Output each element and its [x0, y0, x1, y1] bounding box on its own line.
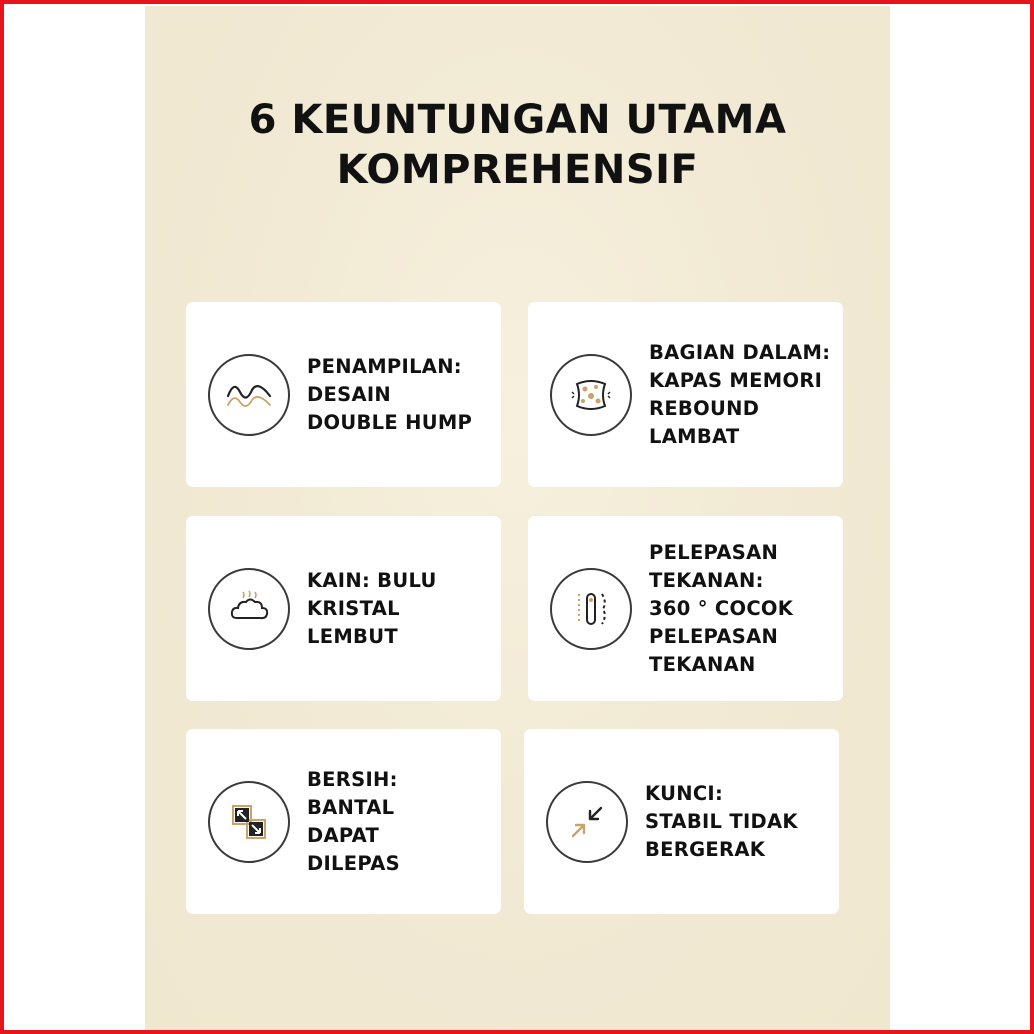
feature-card-appearance: [186, 302, 501, 487]
feature-card-pressure: [528, 516, 843, 701]
title-line-2: KOMPREHENSIF: [336, 147, 699, 193]
feature-label: KAIN: BULU KRISTAL LEMBUT: [307, 568, 437, 648]
page-title: [145, 95, 890, 195]
feature-label: KUNCI: STABIL TIDAK BERGERAK: [645, 781, 798, 861]
feature-label: PENAMPILAN: DESAIN DOUBLE HUMP: [307, 354, 473, 434]
feature-label: BAGIAN DALAM: KAPAS MEMORI REBOUND LAMBAT: [649, 340, 831, 448]
title-line-1: 6 KEUNTUNGAN UTAMA: [248, 97, 787, 143]
lock-arrows-icon: [546, 781, 628, 863]
feature-card-interior: [528, 302, 843, 487]
soft-cloud-icon: [208, 568, 290, 650]
feature-card-fabric: [186, 516, 501, 701]
feature-card-lock: [524, 729, 839, 914]
feature-label: PELEPASAN TEKANAN: 360 ° COCOK PELEPASAN TEKANAN: [649, 540, 794, 676]
memory-foam-icon: [550, 354, 632, 436]
feature-card-clean: [186, 729, 501, 914]
feature-label: BERSIH: BANTAL DAPAT DILEPAS: [307, 767, 400, 875]
detachable-squares-icon: [208, 781, 290, 863]
body-pressure-icon: [550, 568, 632, 650]
double-hump-wave-icon: [208, 354, 290, 436]
